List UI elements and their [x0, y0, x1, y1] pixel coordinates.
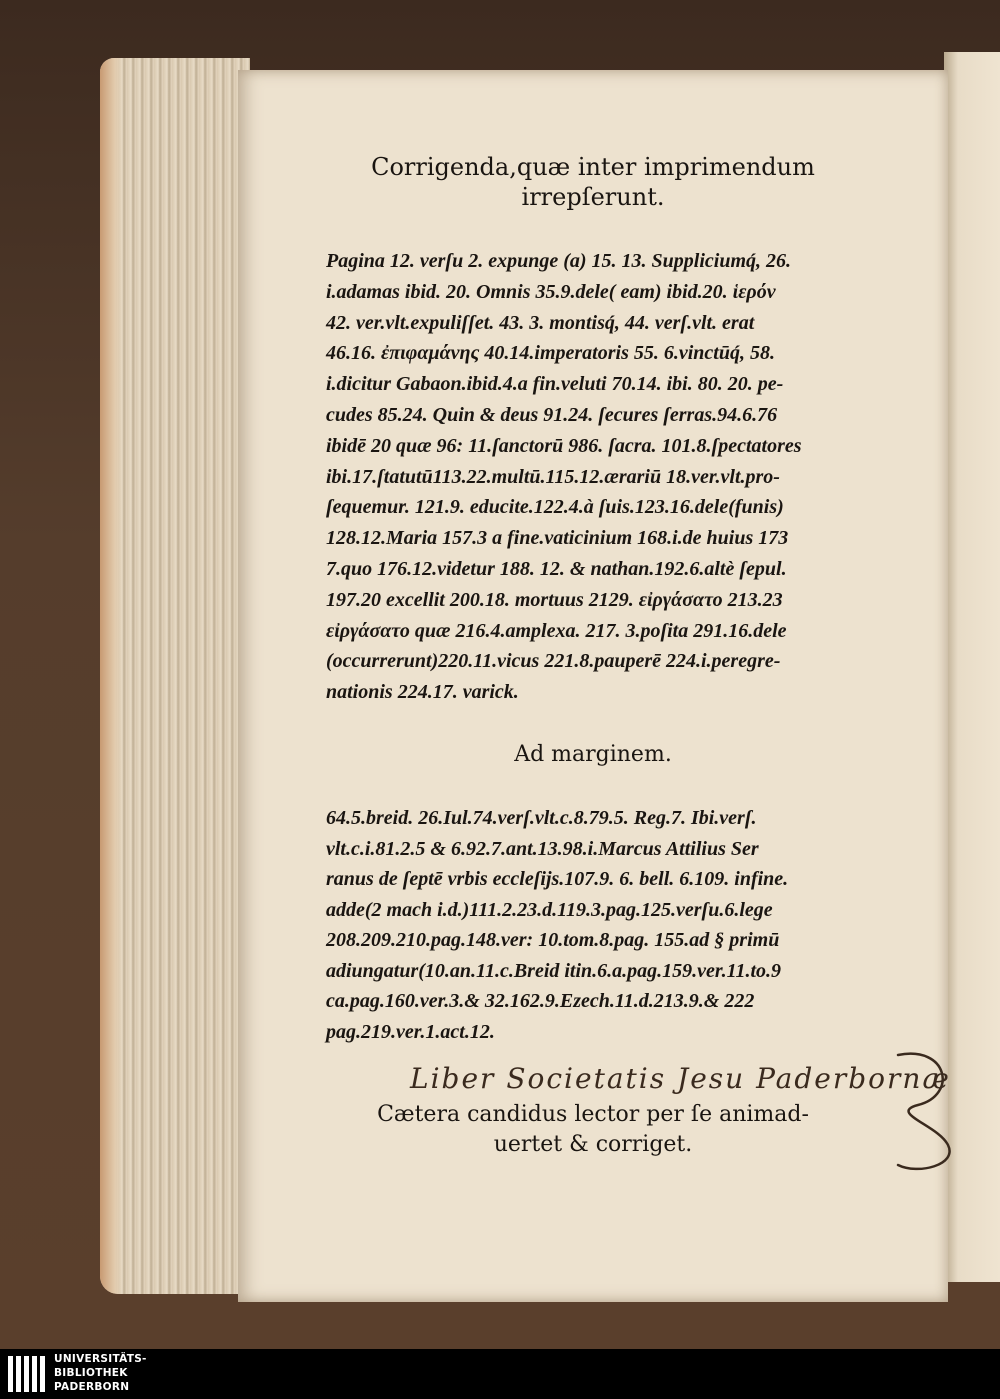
errata-line: i.dicitur Gabaon.ibid.4.a fin.veluti 70.14. ibi. 80. 20. pe- [326, 373, 784, 396]
margin-line: ca.pag.160.ver.3.& 32.162.9.Ezech.11.d.213.9.& 222 [326, 990, 755, 1012]
margin-line: adiungatur(10.an.11.c.Breid itin.6.a.pag.159.ver.11.to.9 [326, 959, 782, 982]
logo-line-2: BIBLIOTHEK [54, 1367, 128, 1379]
errata-line: i.adamas ibid. 20. Omnis 35.9.dele( eam) ibid.20. ἱερόν [326, 280, 776, 303]
logo-line-3: PADERBORN [54, 1381, 130, 1393]
errata-line: 7.quo 176.12.videtur 188. 12. & nathan.192.6.altè ſepul. [326, 557, 787, 580]
margin-line: 208.209.210.pag.148.ver: 10.tom.8.pag. 155.ad § primū [326, 929, 780, 951]
errata-line: 128.12.Maria 157.3 a fine.vaticinium 168.i.de huius 173 [326, 527, 789, 550]
errata-list [326, 246, 926, 708]
heading-line-1: Corrigenda,quæ inter imprimendum [371, 153, 815, 181]
ownership-inscription: Liber Societatis Jesu Paderbornæ [410, 1062, 951, 1095]
errata-line: nationis 224.17. varick. [326, 681, 519, 704]
errata-line: cudes 85.24. Quin & deus 91.24. ſecures ſerras.94.6.76 [326, 403, 778, 426]
margin-line: adde(2 mach i.d.)111.2.23.d.119.3.pag.125.verſu.6.lege [326, 898, 773, 921]
book-page [238, 70, 951, 1302]
closing-note [238, 1100, 948, 1160]
margin-line: 64.5.breid. 26.Iul.74.verſ.vlt.c.8.79.5. Reg.7. Ibi.verſ. [326, 807, 757, 829]
errata-line: 46.16. ἐπιφαμάνης 40.14.imperatoris 55. 6.vinctūq́, 58. [326, 342, 775, 365]
errata-line: εἰργάσατο quæ 216.4.amplexa. 217. 3.poſita 291.16.dele [326, 619, 787, 642]
margin-corrections-list [326, 803, 936, 1047]
margin-line: ranus de ſeptē vrbis eccleſijs.107.9. 6. bell. 6.109. infine. [326, 868, 789, 890]
errata-line: ibidē 20 quæ 96: 11.ſanctorū 986. ſacra. 101.8.ſpectatores [326, 434, 802, 457]
errata-line: ibi.17.ſtatutū113.22.multū.115.12.ærariū 18.ver.vlt.pro- [326, 465, 780, 488]
errata-line: 42. ver.vlt.expuliſſet. 43. 3. montisq́, 44. verſ.vlt. erat [326, 311, 755, 334]
page-heading [238, 152, 948, 212]
margin-line: vlt.c.i.81.2.5 & 6.92.7.ant.13.98.i.Marcus Attilius Ser [326, 837, 759, 860]
errata-line: 197.20 excellit 200.18. mortuus 2129. εἰργάσατο 213.23 [326, 588, 783, 611]
closing-line-2: uertet & corriget. [493, 1132, 693, 1157]
errata-line: Pagina 12. verſu 2. expunge (a) 15. 13. Suppliciumq́, 26. [326, 250, 792, 272]
heading-line-2: irrepſerunt. [521, 183, 665, 211]
library-logo-icon [6, 1354, 50, 1396]
page-edges [100, 58, 250, 1294]
margin-line: pag.219.ver.1.act.12. [326, 1020, 495, 1043]
margin-subheading: Ad marginem. [514, 742, 672, 767]
errata-line: (occurrerunt)220.11.vicus 221.8.pauperē 224.i.peregre- [326, 650, 781, 673]
logo-line-1: UNIVERSITÄTS- [54, 1353, 147, 1365]
footer-bar [0, 1349, 1000, 1399]
errata-line: ſequemur. 121.9. educite.122.4.à ſuis.123.16.dele(funis) [326, 496, 784, 519]
closing-line-1: Cætera candidus lector per ſe animad- [377, 1102, 809, 1127]
library-logo-text [54, 1352, 147, 1394]
